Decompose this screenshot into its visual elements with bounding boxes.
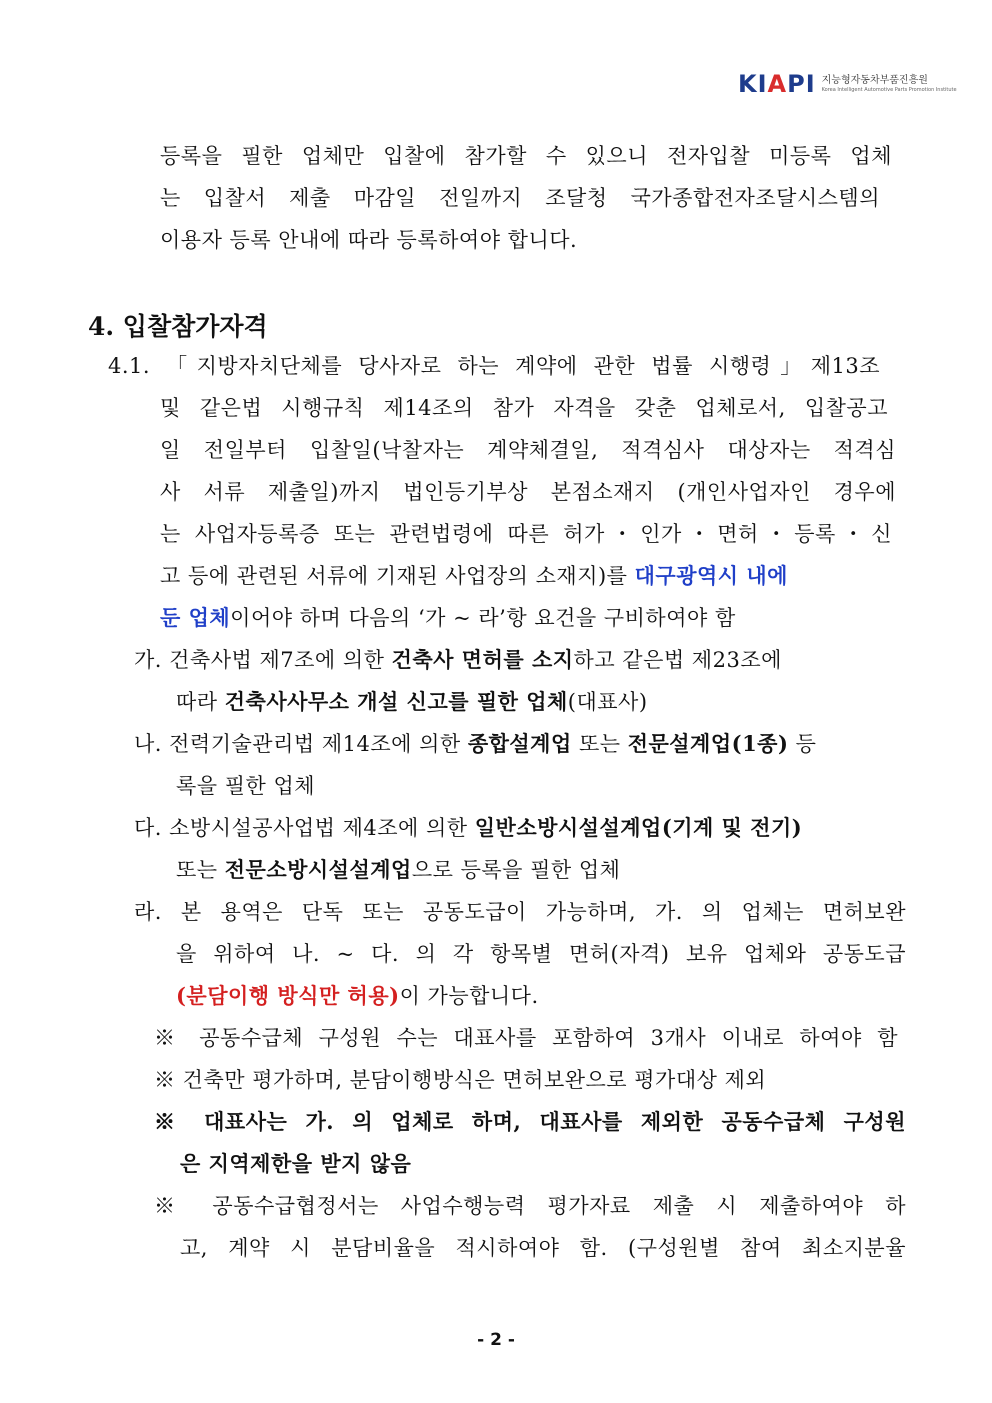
item-na-line-2: 록을 필한 업체 xyxy=(176,774,316,798)
na-text-2: 또는 xyxy=(571,732,628,756)
na-text-3: 등 xyxy=(788,732,817,756)
item-da-line-1 xyxy=(134,812,802,842)
s41-line-7-text: 이어야 하며 다음의 ‘가 ~ 라’항 요건을 구비하여야 함 xyxy=(230,606,736,630)
da-text-3: 으로 등록을 필한 업체 xyxy=(411,858,621,882)
section-heading: 4. 입찰참가자격 xyxy=(88,312,268,341)
item-ga-line-1 xyxy=(134,644,782,674)
logo-english-name: Korea Intelligent Automotive Parts Promotion Institute xyxy=(821,86,957,93)
note-2: ※ 건축만 평가하며, 분담이행방식은 면허보완으로 평가대상 제외 xyxy=(154,1068,767,1092)
logo-mark: KIAPI xyxy=(738,70,816,98)
note-3-line-2: 은 지역제한을 받지 않음 xyxy=(180,1151,412,1176)
logo-text xyxy=(822,75,957,94)
s41-line-2: 및 같은법 시행규칙 제14조의 참가 자격을 갖춘 업체로서, 입찰공고 xyxy=(160,396,888,420)
item-na-line-1 xyxy=(134,728,816,758)
item-ra-line-3 xyxy=(176,980,539,1010)
note-1: ※ 공동수급체 구성원 수는 대표사를 포함하여 3개사 이내로 하여야 함 xyxy=(154,1026,898,1050)
intro-line-1: 등록을 필한 업체만 입찰에 참가할 수 있으니 전자입찰 미등록 업체 xyxy=(160,144,892,168)
s41-line-3: 일 전일부터 입찰일(낙찰자는 계약체결일, 적격심사 대상자는 적격심 xyxy=(160,438,896,462)
na-bold-1: 종합설계업 xyxy=(467,731,572,756)
item-da-line-2 xyxy=(176,854,620,884)
note-3-line-1: ※ 대표사는 가. 의 업체로 하며, 대표사를 제외한 공동수급체 구성원 xyxy=(154,1109,906,1134)
na-bold-2: 전문설계업(1종) xyxy=(627,731,789,756)
logo-korean-name: 지능형자동차부품진흥원 xyxy=(821,74,928,86)
joint-contract-note: (분담이행 방식만 허용) xyxy=(176,983,400,1008)
region-highlight: 대구광역시 내에 xyxy=(634,563,788,588)
intro-line-2: 는 입찰서 제출 마감일 전일까지 조달청 국가종합전자조달시스템의 xyxy=(160,186,880,210)
region-highlight-cont: 둔 업체 xyxy=(160,605,231,630)
ga-text-2: 하고 같은법 제23조에 xyxy=(573,648,782,672)
note-4-line-2: 고, 계약 시 분담비율을 적시하여야 함. (구성원별 참여 최소지분율 xyxy=(180,1236,906,1260)
item-ra-line-1: 라. 본 용역은 단독 또는 공동도급이 가능하며, 가. 의 업체는 면허보완 xyxy=(134,900,906,924)
s41-line-6-text: 고 등에 관련된 서류에 기재된 사업장의 소재지)를 xyxy=(160,564,635,588)
da-bold-1: 일반소방시설설계업(기계 및 전기) xyxy=(474,815,803,840)
s41-line-5: 는 사업자등록증 또는 관련법령에 따른 허가・인가・면허・등록・신 xyxy=(160,522,892,546)
s41-line-4: 사 서류 제출일)까지 법인등기부상 본점소재지 (개인사업자인 경우에 xyxy=(160,480,896,504)
ga-bold-2: 건축사사무소 개설 신고를 필한 업체 xyxy=(224,689,568,714)
page-number: - 2 - xyxy=(477,1330,515,1350)
s41-line-6 xyxy=(160,560,788,590)
ga-text-3: 따라 xyxy=(176,690,225,714)
ra-text: 이 가능합니다. xyxy=(399,984,539,1008)
s41-line-7 xyxy=(160,602,736,632)
da-text-1: 다. 소방시설공사업법 제4조에 의한 xyxy=(134,816,475,840)
ga-text-4: (대표사) xyxy=(567,690,648,714)
intro-line-3: 이용자 등록 안내에 따라 등록하여야 합니다. xyxy=(160,228,578,252)
na-text-1: 나. 전력기술관리법 제14조에 의한 xyxy=(134,732,468,756)
kiapi-logo xyxy=(738,70,957,98)
ga-bold-1: 건축사 면허를 소지 xyxy=(391,647,574,672)
da-text-2: 또는 xyxy=(176,858,225,882)
da-bold-2: 전문소방시설설계업 xyxy=(224,857,412,882)
s41-line-1: 4.1. 「지방자치단체를 당사자로 하는 계약에 관한 법률 시행령」제13조 xyxy=(108,354,880,378)
item-ra-line-2: 을 위하여 나. ~ 다. 의 각 항목별 면허(자격) 보유 업체와 공동도급 xyxy=(176,942,906,966)
note-4-line-1: ※ 공동수급협정서는 사업수행능력 평가자료 제출 시 제출하여야 하 xyxy=(154,1194,906,1218)
item-ga-line-2 xyxy=(176,686,648,716)
ga-text-1: 가. 건축사법 제7조에 의한 xyxy=(134,648,392,672)
